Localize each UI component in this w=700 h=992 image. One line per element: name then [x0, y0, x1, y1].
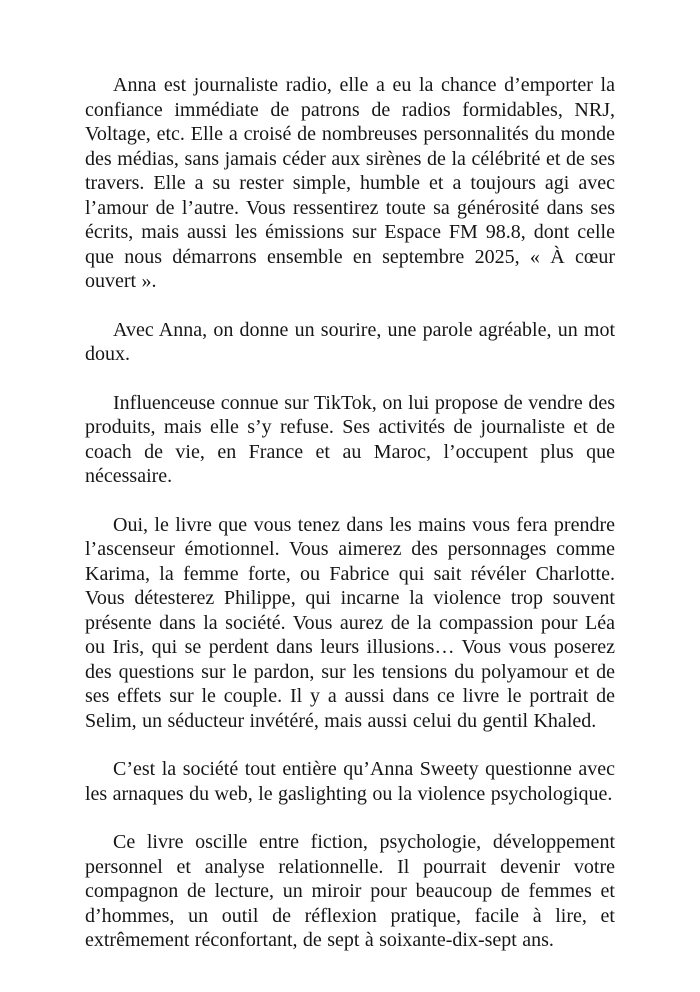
paragraph-about-anna-journalist: Anna est journaliste radio, elle a eu la chance d’emporter la confiance immédiate de patrons de radios formidables, NRJ, Voltage, etc. Elle a croisé de nombreuses personnalités du monde des médias, sans jamais céder aux sirènes de la célébrité et de ses travers. Elle a su rester simple, humble et a toujours agi avec l’amour de l’autre. Vous ressentirez toute sa générosité dans ses écrits, mais aussi les émissions sur Espace FM 98.8, dont celle que nous démarrons ensemble en septembre 2025, « À cœur ouvert ». — [85, 74, 615, 292]
paragraph-livre-personnages: Oui, le livre que vous tenez dans les mains vous fera prendre l’ascenseur émotionnel. Vous aimerez des personnages comme Karima, la femme forte, ou Fabrice qui sait révéler Charlotte. Vous détesterez Philippe, qui incarne la violence trop souvent présente dans la société. Vous aurez de la compassion pour Léa ou Iris, qui se perdent dans leurs illusions… Vous vous poserez des questions sur le pardon, sur les tensions du polyamour et de ses effets sur le couple. Il y a aussi dans ce livre le portrait de Selim, un séducteur invétéré, mais aussi celui du gentil Khaled. — [85, 513, 615, 732]
paragraph-livre-oscille: Ce livre oscille entre fiction, psychologie, développement personnel et analyse relationnelle. Il pourrait devenir votre compagnon de lecture, un miroir pour beaucoup de femmes et d’hommes, un outil de réflexion pratique, facile à lire, et extrêmement réconfortant, de sept à soixante-dix-sept ans. — [85, 831, 615, 951]
paragraph-influenceuse-tiktok: Influenceuse connue sur TikTok, on lui propose de vendre des produits, mais elle s’y refuse. Ses activités de journaliste et de coach de vie, en France et au Maroc, l’occupent plus que nécessaire. — [85, 391, 615, 487]
paragraph-societe-questionne: C’est la société tout entière qu’Anna Sweety questionne avec les arnaques du web, le gaslighting ou la violence psychologique. — [85, 758, 615, 805]
paragraph-avec-anna: Avec Anna, on donne un sourire, une parole agréable, un mot doux. — [85, 318, 615, 365]
